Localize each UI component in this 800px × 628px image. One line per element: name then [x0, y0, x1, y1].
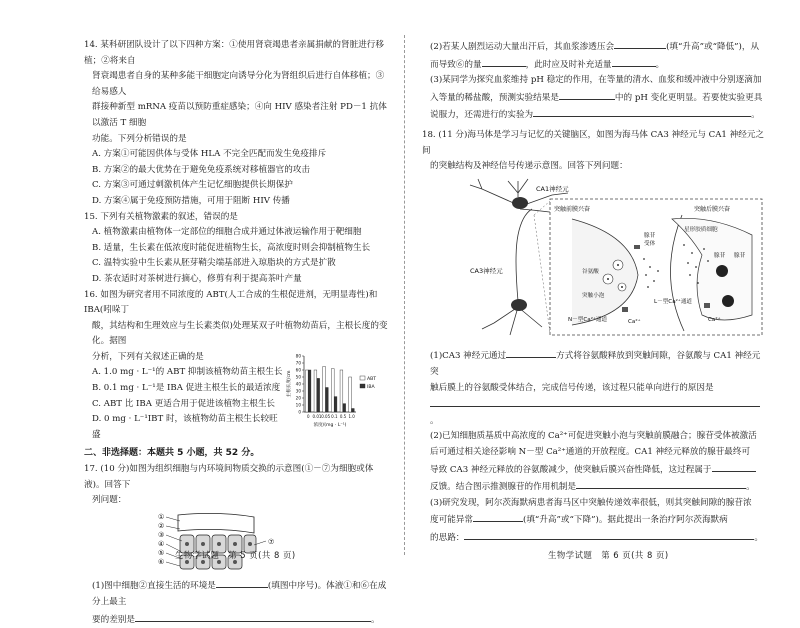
q18-sub1-cont	[422, 381, 768, 397]
bar-abt	[331, 368, 334, 411]
y-tick-label: 60	[295, 367, 301, 373]
q17-sub3: (3)某同学为探究血浆维持 pH 稳定的作用，在等量的清水、血浆和缓冲液中分别逐滴加	[430, 75, 762, 86]
question-17	[84, 462, 390, 628]
diagram-label-2: ②	[158, 521, 165, 530]
q18-text: 的思路：	[430, 532, 465, 543]
right-page	[408, 0, 800, 579]
legend-swatch	[360, 376, 365, 380]
q16-option-c: C. ABT 比 IBA 更适合用于促进该植物主根生长	[92, 398, 276, 409]
q17-sub1-text: 。	[370, 614, 380, 625]
y-axis-label: 主根长度/cm	[287, 370, 292, 398]
x-tick-label: 1.0	[348, 413, 355, 419]
question-14	[84, 38, 390, 210]
adenosine-label-2: 腺苷	[714, 252, 726, 259]
ca-label-2: Ca²⁺	[708, 316, 721, 323]
q14-stem-line: 14. 某科研团队设计了以下四种方案：①使用肾衰竭患者亲属捐献的肾脏进行移植；②将来自	[84, 40, 384, 66]
left-page	[0, 0, 400, 625]
astrocyte-organelle	[722, 295, 734, 307]
y-tick-label: 0	[298, 409, 301, 415]
q18-sub2: (2)已知细胞质基质中高浓度的 Ca²⁺可促进突触小泡与突触前膜融合；腺苷受体被激活	[430, 431, 757, 442]
q17-text: ，此时应及时补充适量	[525, 59, 612, 70]
q17-stem-line: 17. (10 分)如图为组织细胞与内环境间物质交换的示意图(①－⑦为细胞或体液)。回答下	[84, 464, 374, 490]
x-axis-label: 浓度/(mg · L⁻¹)	[313, 422, 347, 428]
q15-option-c: C. 温特实验中生长素从胚芽鞘尖端基部进入琼脂块的方式是扩散	[92, 258, 336, 269]
question-15	[84, 210, 390, 288]
answer-blank[interactable]	[533, 106, 751, 117]
diagram-label-7: ⑦	[268, 537, 275, 546]
q15-option-b: B. 适量，生长素在低浓度时能促进植物生长，高浓度时则会抑制植物生长	[92, 242, 371, 253]
l-channel-label: L－型Ca²⁺通道	[654, 298, 693, 305]
n-type-channel	[622, 307, 628, 312]
column-divider	[404, 35, 405, 555]
astrocyte-label: 星形胶质细胞	[684, 226, 718, 233]
tissue-exchange-diagram	[84, 509, 384, 571]
question-18	[422, 128, 768, 547]
page-footer: 生物学试题 第 6 页(共 8 页)	[548, 550, 669, 560]
q17-sub3-cont	[422, 106, 768, 124]
q15-stem: 15. 下列有关植物激素的叙述，错误的是	[84, 211, 238, 222]
answer-blank[interactable]	[506, 347, 556, 358]
q17-sub3-cont	[422, 89, 768, 107]
bar-iba	[351, 408, 354, 412]
q17-text: 中的 pH 变化更明显。若要使实验更具	[614, 92, 763, 103]
q18-stem-line: 的突触结构及神经信号传递示意图。回答下列问题：	[430, 161, 628, 172]
q18-text: 。	[754, 532, 763, 543]
q16-stem-line: 分析，下列有关叙述正确的是	[92, 351, 204, 362]
bar-iba	[325, 387, 328, 412]
answer-blank[interactable]	[216, 577, 268, 588]
ca3-soma	[511, 299, 527, 311]
answer-blank[interactable]	[614, 38, 666, 49]
ca-label: Ca²⁺	[628, 318, 641, 325]
y-tick-label: 80	[295, 353, 301, 359]
q18-text: 方式将谷氨酸释放到突触间隙，谷氨酸与 CA1 神经元突	[430, 351, 761, 377]
q17-sub1-text: 要的差别是	[92, 614, 135, 625]
post-membrane-label: 突触后膜兴奋	[694, 205, 731, 213]
synapse-diagram	[422, 175, 768, 341]
answer-blank[interactable]	[482, 56, 526, 67]
q14-stem-line: 肾衰竭患者自身的某种多能干细胞定向诱导分化为肾组织后进行自体移植；③给易感人	[92, 71, 385, 97]
q17-text: (填“升高”或“降低”)，从	[666, 42, 760, 52]
answer-blank[interactable]	[559, 89, 615, 100]
q18-sub2-cont	[422, 461, 768, 479]
q17-text: 说服力，还需进行的实验为	[430, 110, 534, 121]
y-tick-label: 30	[295, 388, 301, 394]
q15-option-d: D. 茶农适时对茶树进行摘心，修剪有利于提高茶叶产量	[92, 273, 302, 284]
q17-sub1	[84, 577, 390, 610]
question-17-continued	[422, 38, 768, 124]
y-tick-label: 40	[295, 381, 301, 387]
q14-option-a: A. 方案①可能因供体与受体 HLA 不完全匹配而发生免疫排斥	[92, 149, 327, 160]
q18-sub3-cont	[422, 529, 768, 547]
x-tick-label: 0.01	[312, 413, 322, 419]
page-footer: 生物学试题 第 5 页(共 8 页)	[175, 550, 296, 560]
q14-stem-line: 群接种新型 mRNA 疫苗以预防重症感染；④向 HIV 感染者注射 PD－1 抗体以激活 T 细胞	[92, 102, 387, 128]
q18-text: 触后膜上的谷氨酸受体结合，完成信号传递，该过程只能单向进行的原因是	[430, 382, 714, 393]
q17-text: 。	[751, 110, 760, 121]
astrocyte-organelle	[716, 265, 728, 277]
diagram-label-1: ①	[158, 512, 165, 521]
adenosine-receptor	[634, 245, 640, 249]
answer-blank[interactable]	[464, 529, 754, 540]
q18-text: 。	[746, 482, 755, 493]
answer-blank[interactable]	[430, 396, 760, 407]
q14-option-c: C. 方案③可通过刺激机体产生记忆细胞提供长期保护	[92, 180, 293, 191]
q16-option-d: D. 0 mg · L⁻¹IBT 时，该植物幼苗主根生长较旺盛	[92, 414, 278, 440]
diagram-label-3: ③	[158, 530, 165, 539]
x-tick-label: 0.5	[339, 413, 347, 419]
q18-stem-line: 18. (11 分)海马体是学习与记忆的关键脑区，如图为海马体 CA3 神经元与 CA1 神经元之间	[422, 129, 765, 156]
q16-option-b: B. 0.1 mg · L⁻¹是 IBA 促进主根生长的最适浓度	[92, 383, 281, 394]
right-column	[422, 38, 768, 546]
adenosine-label: 腺苷	[644, 232, 656, 239]
q17-stem-line: 列问题：	[92, 495, 127, 506]
q17-sub1-text: (填图中序号)。体液①和⑥在成分上最主	[92, 581, 387, 607]
answer-blank[interactable]	[576, 478, 746, 489]
legend-label: ABT	[367, 376, 377, 382]
q18-text: (填“升高”或“下降”)。据此提出一条治疗阿尔茨海默病	[522, 515, 728, 526]
q18-text: 反馈。结合图示推测腺苷的作用机制是	[430, 482, 577, 493]
ca3-label: CA3神经元	[470, 266, 503, 275]
q18-text: 度可能异常	[430, 515, 473, 526]
bar-abt	[314, 370, 317, 412]
q18-sub3: (3)研究发现，阿尔茨海默病患者海马区中突触传递效率很低，则其突触间隙的腺苷浓	[430, 497, 752, 508]
q18-sub2-cont: 后可通过相关途径影响 N－型 Ca²⁺通道的开放程度。CA1 神经元释放的腺苷最终可	[430, 446, 751, 457]
diagram-label-4: ④	[158, 539, 165, 548]
bar-iba	[317, 378, 320, 412]
answer-blank[interactable]	[712, 461, 756, 472]
q16-bar-chart	[284, 350, 390, 432]
q17-text: 入等量的稀盐酸，预测实验结果是	[430, 92, 559, 103]
q14-option-d: D. 方案④属于免疫预防措施，可用于阻断 HIV 传播	[92, 195, 290, 206]
pre-membrane-label: 突触前膜兴奋	[554, 205, 591, 213]
x-tick-label: 0	[307, 413, 310, 419]
bar-abt	[349, 377, 352, 412]
adenosine-label-3: 腺苷	[734, 252, 746, 259]
bar-abt	[305, 370, 308, 412]
section-2-heading: 二、非选择题：本题共 5 小题，共 52 分。	[84, 448, 260, 459]
q14-option-b: B. 方案②的最大优势在于避免免疫系统对移植器官的攻击	[92, 164, 311, 175]
q17-text: 。	[655, 59, 665, 70]
q18-text: 。	[430, 415, 439, 426]
vesicle-label: 突触小泡	[582, 292, 605, 299]
bar-iba	[343, 403, 346, 411]
y-tick-label: 20	[295, 395, 301, 401]
bar-iba	[334, 396, 337, 411]
diagram-label-6: ⑥	[158, 557, 165, 566]
answer-blank[interactable]	[473, 511, 523, 522]
ca1-soma	[512, 197, 528, 209]
bar-abt	[323, 366, 326, 412]
q17-sub1-cont	[84, 611, 390, 628]
x-tick-label: 0.05	[321, 413, 331, 419]
diagram-label-5: ⑤	[158, 548, 165, 557]
q17-sub2	[422, 38, 768, 56]
q17-text: 而导致⑥的量	[430, 59, 482, 70]
receptor-label: 受体	[644, 240, 656, 247]
l-type-channel	[704, 303, 710, 308]
q17-sub1-text: (1)图中细胞②直接生活的环境是	[92, 581, 216, 592]
q16-stem-line: 16. 如图为研究者用不同浓度的 ABT(人工合成的生根促进剂，无明显毒性)和 IBA(吲哚丁	[84, 289, 378, 316]
q18-text: 导致 CA3 神经元释放的谷氨酸减少，使突触后膜兴奋性降低，这过程属于	[430, 464, 712, 475]
q17-sub2-cont	[422, 56, 768, 74]
legend-swatch	[360, 384, 365, 388]
glutamate-label: 谷氨酸	[582, 268, 599, 275]
q18-sub3-cont	[422, 511, 768, 529]
bar-iba	[308, 370, 311, 412]
q18-sub1	[422, 347, 768, 380]
y-tick-label: 50	[295, 374, 301, 380]
n-channel-label: N－型Ca²⁺通道	[568, 316, 608, 323]
q18-sub1-cont	[422, 396, 768, 429]
ca1-label: CA1神经元	[536, 184, 569, 193]
q17-text: (2)若某人剧烈运动大量出汗后，其血浆渗透压会	[430, 42, 615, 52]
x-tick-label: 0.1	[331, 413, 338, 419]
answer-blank[interactable]	[135, 611, 371, 622]
q15-option-a: A. 植物激素由植物体一定部位的细胞合成并通过体液运输作用于靶细胞	[92, 227, 362, 238]
answer-blank[interactable]	[612, 56, 656, 67]
left-column	[84, 38, 390, 628]
q18-text: (1)CA3 神经元通过	[430, 351, 507, 362]
q16-stem-line: 酸，其结构和生理效应与生长素类似)处理某双子叶植物幼苗后，主根长度的变化。据图	[92, 320, 388, 347]
y-tick-label: 70	[295, 360, 301, 366]
legend-label: IBA	[367, 384, 375, 390]
q18-sub2-cont	[422, 478, 768, 496]
q14-stem-line: 功能。下列分析错误的是	[92, 133, 187, 144]
bar-abt	[340, 370, 343, 412]
y-tick-label: 10	[295, 402, 301, 408]
question-16	[84, 288, 390, 444]
q16-option-a: A. 1.0 mg · L⁻¹的 ABT 抑制该植物幼苗主根生长	[92, 367, 283, 378]
